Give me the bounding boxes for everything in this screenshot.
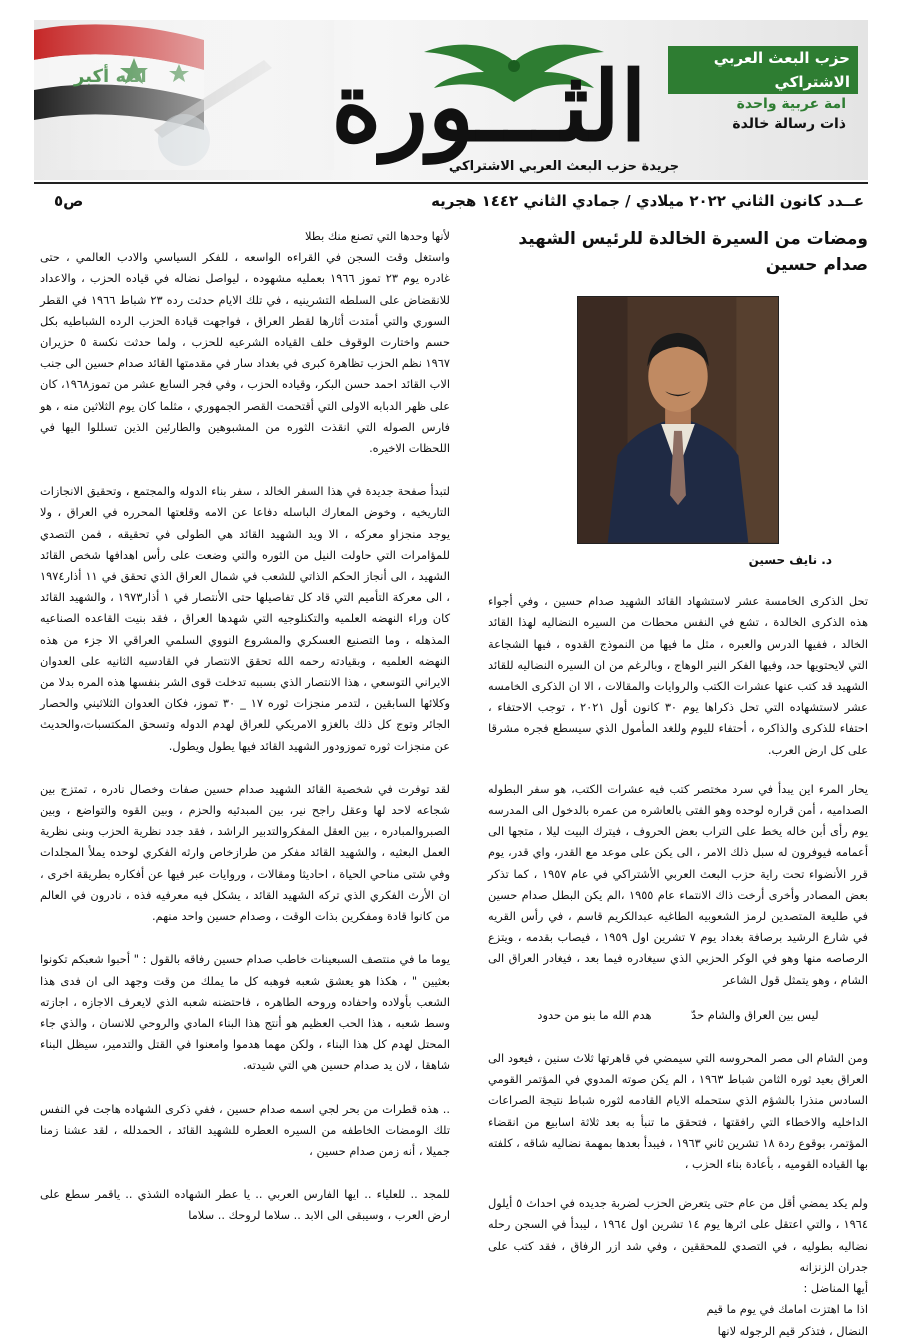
poetry-verse	[488, 1005, 868, 1026]
verse-first-half: ليس بين العراق والشام حدّ	[691, 1007, 819, 1022]
page-number: ص٥	[54, 192, 84, 210]
verse-second-half: هدم الله ما بنو من حدود	[537, 1007, 652, 1022]
poem-line: أيها المناضل :	[803, 1281, 868, 1296]
issue-info: عــدد كانون الثاني ٢٠٢٢ ميلادي / جمادي الثاني ١٤٤٢ هجريه	[431, 192, 864, 210]
portrait-image	[578, 297, 778, 543]
article-left-column	[40, 226, 450, 1226]
article-paragraph: يحار المرء اين يبدأ في سرد مختصر كتب فيه عشرات الكتب، هو سفر البطوله الصداميه ، أمن قراره لوحده وهو الفتى بالعاشره من عمره بالدخول الى المدرسه يوم رأى أبن خاله يخط على التراب بعض الحروف ، فيترك البيت ليلا ، متجها الى أعمامه فيوفرون له سبل ذلك الامر ، الى يكن على موعد مع القدر، واي قدر، يوم قرر الأنضواء تحت راية حزب البعث العربي الأشتراكي في عام ١٩٥٧ ، كما تذكر بعض المصادر وأخرى أرخت ذاك الانتماء عام ١٩٥٥ ،الم يكن البطل صدام حسين في طليعة المتصدين لرمز الشعوبيه الطاغيه عبدالكريم قاسم ، في رأس القريه في شارع الرشيد برصافة بغداد يوم ٧ تشرين اول ١٩٥٩ ، فيصاب بقدمه ، ويتزع الرصاصه منها وهو في الوكر الحزبي الذي سيغادره فيما بعد ، فيغادر العراق الى الشام ، وهو يتمثل قول الشاعر	[488, 781, 869, 987]
portrait-photo	[577, 296, 779, 544]
issue-bar	[34, 182, 868, 212]
article-paragraph: لتبدأ صفحة جديدة في هذا السفر الخالد ، سفر بناء الدوله والمجتمع ، وتحقيق الانجازات التاريخيه ، وخوض المعارك الباسله دفاعا عن الامه وقلعتها المحرره في العراق ، ولا يوجد منجزاو معركه ، الا ويد الشهيد القائد هي الطولى في تحقيقه ، فمن التصدي للمؤامرات التي حاولت النيل من الثوره والتي وضعت على رأس اهدافها شخص القائد الشهيد ، الى أنجاز الحكم الذاتي للشعب في شمال العراق الذي تحقق في ١١ أذار١٩٧٤ ، الى معركة التأميم التي قاد كل تفاصيلها حتى الأنتصار في ١ أذار١٩٧٣ ، والشهيد القائد كان وراء النهضه العلميه والتكنلوجيه التي شهدها العراق ، فقد بنيت القاعده الصناعيه المذهله ، وما التصنيع العسكري والمشروع النووي السلمي العراقي الا جزء من هذه النهضه العلميه ، وبقيادته رحمه الله تحقق الانتصار في القادسيه الثانيه على العدوان الايراني التوسعي ، هذا الانتصار الذي بسببه تدخلت قوى الشر بنفسها هذه المره بدلا من وكلائها السابقين ، لتدمر منجزات ثوره ١٧ _ ٣٠ تموز، فكان العدوان الثلاثيني والحصار الجائر وتوج كل ذلك بالغزو الامريكي للعراق لهدم الدوله وتسحق المكتسبات،والحديث عن منجزات ثوره تموزودور الشهيد القائد فيها يطول ويطول.	[40, 484, 451, 753]
poem-line: اذا ما اهتزت امامك في يوم ما قيم	[706, 1302, 868, 1317]
article-paragraph: لقد توفرت في شخصية القائد الشهيد صدام حسين صفات وخصال نادره ، تمتزج بين شجاعه لاحد لها وعقل راجح نير، بين المبدئيه والحزم ، وبين القوه والتواضع ، وبين الصبروالمبادره ، بين العقل المفكروالتدبير الراشد ، فقد جدد نظرية الحزب وبنى نظرية العمل البعثيه ، والشهيد القائد مفكر من طرازخاص وارثه الفكري لوحده يملأ المجلدات وفي شتى مناحي الحياة ، احاديثا ومقالات ، وروايات عبر فيها عن أفكاره بطريقة اخرى ، ان الأرث الفكري الذي تركه الشهيد القائد ، يشكل فيه معرفيه فذه ، نادرون في العالم من كانوا قادة ومفكرين بذات الوقت ، وصدام حسين واحد منهم.	[40, 781, 450, 924]
article-paragraph: تحل الذكرى الخامسة عشر لاستشهاد القائد الشهيد صدام حسين ، وفي أجواء هذه الذكرى الخالدة ، تشع في النفس محطات من السيره النضاليه لهذا القائد الخالد ، ففيها الدرس والعبره ، مثل ما فيها من النموذج القدوه ، فيها الشجاعة التي لايحتويها حد، وفيها الفكر النير الوهاج ، وبالرغم من ان السيره النضاليه للقائد الشهيد قد كتب عنها عشرات الكتب والروايات والمقالات ، الا ان الذكرى الخامسه عشر لاستشهاده التي تحل ذكراها يوم ٣٠ كانون أول ٢٠٢١ ، توجب الاحتفاء ، احتفاء للذكرى والذاكره ، أحتفاء لليوم وللغد المأمول الذي سيسطع فجره مشرقا على كل ارض العرب.	[488, 594, 868, 757]
article-paragraph: واستغل وقت السجن في القراءه الواسعه ، للفكر السياسي والادب العالمي ، حتى غادره يوم ٢٣ تموز ١٩٦٦ بعمليه مشهوده ، ليواصل نضاله في قياده الحزب ، والاعداد للانقضاض على السلطه التشرينيه ، في تلك الايام حدثت رده ٢٣ شباط ١٩٦٦ في القطر السوري والتي أمتدت أثارها لقطر العراق ، فواجهت قيادة الحزب الرده الشباطيه بكل حسم واختارت الوقوف خلف القياده الشرعيه للحزب ، ولما حدثت نكسة ٥ حزيران ١٩٦٧ نظم الحزب تظاهرة كبرى في بغداد سار في مقدمتها القائد صدام حسين الى جنب الاب القائد احمد حسن البكر، وقياده الحزب ، وفي فجر السابع عشر من تموز١٩٦٨، كان على ظهر الدبابه الاولى التي أقتحمت القصر الجمهوري ، مثلما كان يوم الثلاثين منه ، هو فارس الصوله التي انقذت الثوره من المشبوهين والطارئين الذين تسللوا اليها في اللحظات الاخيره.	[40, 250, 451, 456]
article-paragraph: ولم يكد يمضي أقل من عام حتى يتعرض الحزب لضربة جديده في احداث ٥ أيلول ١٩٦٤ ، والتي اعتقل على اثرها يوم ١٤ تشرين اول ١٩٦٤ ، ليبدأ في السجن رحله نضاليه بطوليه ، في التصدي للمحققين ، وفي شد ازر الرفاق ، فقد كتب على جدران الزنزانه	[488, 1196, 868, 1274]
article-paragraph: .. هذه قطرات من بحر لجي اسمه صدام حسين ، ففي ذكرى الشهاده هاجت في النفس تلك الومضات الخاطفه من السيره العطره للشهيد القائد ، الحمدلله ، لقد عشنا زمنا جميلا ، أنه زمن صدام حسين ،	[40, 1101, 450, 1158]
article-right-column	[488, 226, 869, 1338]
masthead	[34, 20, 868, 180]
article-paragraph: للمجد .. للعلياء .. ايها الفارس العربي .. يا عطر الشهاده الشذي .. ياقمر سطع على ارض العرب ، وسيبقى الى الابد .. سلاما لروحك .. سلاما	[40, 1187, 450, 1223]
article-paragraph: ومن الشام الى مصر المحروسه التي سيمضي في قاهرتها ثلاث سنين ، فيعود الى العراق بعيد ثوره الثامن شباط ١٩٦٣ ، الم يكن صوته المدوي في المؤتمر القومي السادس منذرا بالشؤم الذي ستحمله الايام القادمه لثوره شباط نتيجة الصراعات الداخليه والاخطاء التي رافقتها ، فتحقق ما تنبأ به بعد ثلاثة اسابيع من انقضاء المؤتمر، بوقوع ردة ١٨ تشرين ثاني ١٩٦٣ ، فيبدأ بعدها بمهمة نضاليه شاقه ، كلفته بها القياده القوميه ، بأعادة بناء الحزب ،	[488, 1051, 869, 1172]
article-title: ومضات من السيرة الخالدة للرئيس الشهيد صدام حسين	[518, 229, 868, 275]
party-slogan-2: ذات رسالة خالدة	[732, 116, 846, 132]
poem-line: النضال ، فتذكر قيم الرجوله لانها	[717, 1323, 868, 1338]
article-author: د. نايف حسين	[748, 553, 832, 567]
party-slogan-1: امة عربية واحدة	[736, 96, 846, 112]
newspaper-subtitle: جريدة حزب البعث العربي الاشتراكي	[448, 159, 680, 174]
party-banner	[668, 46, 858, 136]
newspaper-name: الثـــورة	[331, 50, 647, 163]
party-name: حزب البعث العربي الاشتراكي	[668, 46, 858, 94]
article-paragraph: لأنها وحدها التي تصنع منك بطلا	[304, 229, 450, 243]
article-paragraph: يوما ما في منتصف السبعينات خاطب صدام حسين رفاقه بالقول : " أحبوا شعبكم تكونوا بعثيين " ، هكذا هو يعشق شعبه فوهبه كل ما يملك من وقت وجهد الى ان فدى هذا الشعب بأولاده واحفاده وروحه الطاهره ، فاحتضنه شعبه الذي لايعرف الاجازه ، اجازته وسط شعبه ، هذا الحب العظيم هو أنتج هذا البناء المادي والروحي للانسان ، والذي جاء المحتل لهدم كل هذا البناء ، ولكن مهما هدموا وامعنوا في القتل والتدمير، سيظل البناء شاهقا ، لان يد صدام حسين هي التي شيدته.	[40, 952, 450, 1073]
